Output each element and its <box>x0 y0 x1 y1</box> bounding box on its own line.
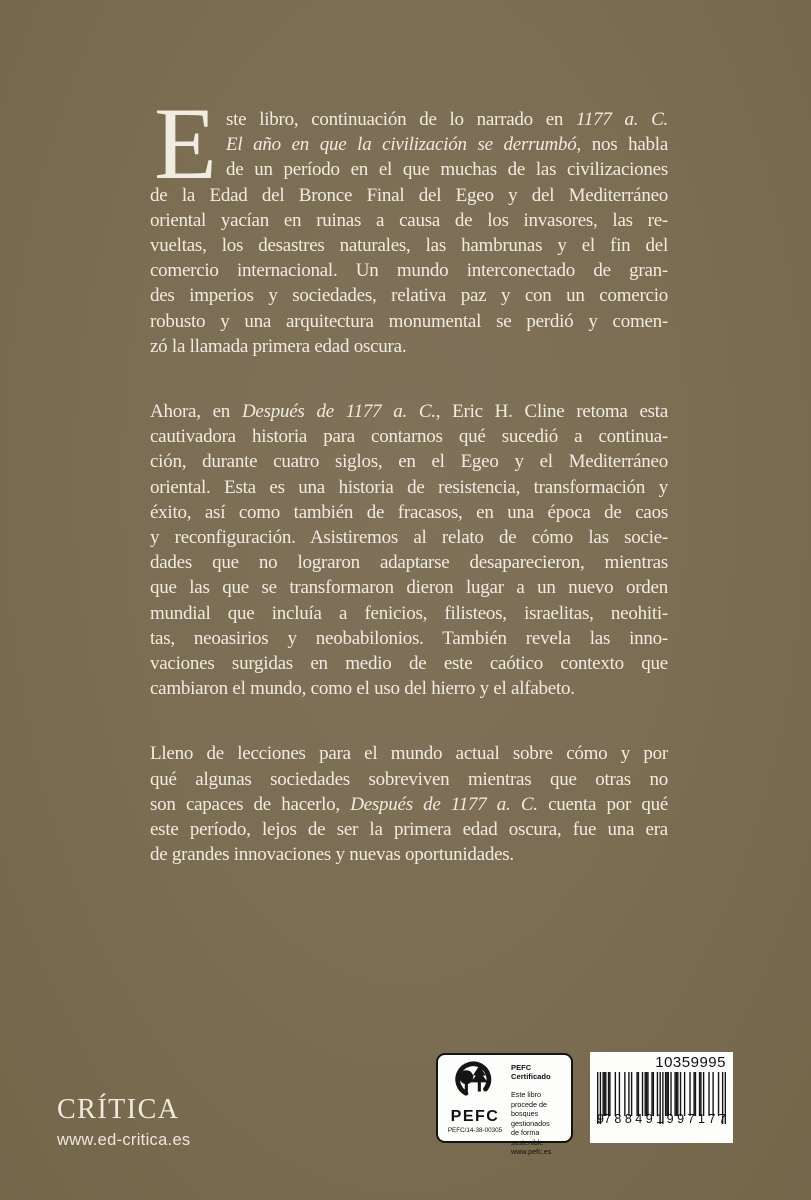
paragraph-2 <box>150 399 668 701</box>
text-line: comercio internacional. Un mundo interconectado de gran- <box>150 260 668 282</box>
pefc-website: www.pefc.es <box>511 1147 552 1156</box>
text-line: de grandes innovaciones y nuevas oportunidades. <box>150 844 514 866</box>
paragraph-3 <box>150 741 668 867</box>
pefc-title: PEFC Certificado <box>511 1063 551 1081</box>
text-line: éxito, así como también de fracasos, en una época de caos <box>150 501 668 523</box>
text-line: cautivadora historia para contarnos qué sucedió a continua- <box>150 426 668 448</box>
paragraph-1 <box>150 87 669 359</box>
text-line: oriental yacían en ruinas a causa de los invasores, las re- <box>150 209 668 231</box>
publisher-website: www.ed-critica.es <box>57 1131 191 1149</box>
pefc-wordmark: PEFC <box>450 1108 500 1125</box>
text-line: vaciones surgidas en medio de este caótico contexto que <box>150 653 668 675</box>
text-line: Lleno de lecciones para el mundo actual sobre cómo y por <box>150 743 668 765</box>
isbn-group2: 997177 <box>666 1112 730 1126</box>
text-line: des imperios y sociedades, relativa paz y con un comercio <box>150 285 668 307</box>
barcode-top-number: 10359995 <box>655 1054 726 1071</box>
text-line: cambiaron el mundo, como el uso del hierro y el alfabeto. <box>150 678 575 700</box>
text-line: de un período en el que muchas de las civilizaciones <box>226 159 668 181</box>
text-line: ción, durante cuatro siglos, en el Egeo y el Mediterráneo <box>150 451 668 473</box>
text-line: dades que no lograron adaptarse desaparecieron, mientras <box>150 552 668 574</box>
text-line: este período, lejos de ser la primera edad oscura, fue una era <box>150 819 668 841</box>
text-line: zó la llamada primera edad oscura. <box>150 335 407 357</box>
text-line: robusto y una arquitectura monumental se perdió y comen- <box>150 310 668 332</box>
isbn-group1: 788491 <box>603 1112 667 1126</box>
pefc-text-column <box>506 1061 566 1156</box>
publisher-block <box>57 1094 190 1150</box>
text-line: oriental. Esta es una historia de resistencia, transformación y <box>150 476 668 498</box>
text-line: ste libro, continuación de lo narrado en 1177 a. C. <box>226 109 669 130</box>
text-line: tas, neoasirios y neobabilonios. También revela las inno- <box>150 627 668 649</box>
text-line: de la Edad del Bronce Final del Egeo y del Mediterráneo <box>150 184 668 206</box>
text-line: El año en que la civilización se derrumbó, nos habla <box>226 134 668 156</box>
text-line: que las que se transformaron dieron lugar a un nuevo orden <box>150 577 668 599</box>
pefc-trees-icon <box>449 1061 501 1108</box>
text-line: Ahora, en Después de 1177 a. C., Eric H. Cline retoma esta <box>150 401 668 423</box>
pefc-certification-badge <box>436 1053 573 1156</box>
publisher-logo: CRÍTICA <box>57 1094 180 1125</box>
text-line: qué algunas sociedades sobreviven mientras que otras no <box>150 768 668 790</box>
drop-cap: E <box>154 87 217 201</box>
text-line: son capaces de hacerlo, Después de 1177 a. C. cuenta por qué <box>150 793 668 815</box>
text-line: mundial que incluía a fenicios, filisteos, israelitas, neohiti- <box>150 602 668 624</box>
text-line: y reconfiguración. Asistiremos al relato de cómo las socie- <box>150 527 668 549</box>
barcode-label <box>590 1052 733 1143</box>
barcode-digits <box>597 1112 730 1126</box>
isbn-first-digit: 9 <box>597 1112 604 1126</box>
pefc-cert-number: PEFC/14-38-00305 <box>447 1127 503 1134</box>
pefc-logo-column <box>444 1061 506 1137</box>
back-cover-text <box>150 87 669 867</box>
pefc-description: Este libro procede de bosques gestionados de forma sostenible <box>511 1090 550 1147</box>
text-line: vueltas, los desastres naturales, las hambrunas y el fin del <box>150 235 668 257</box>
